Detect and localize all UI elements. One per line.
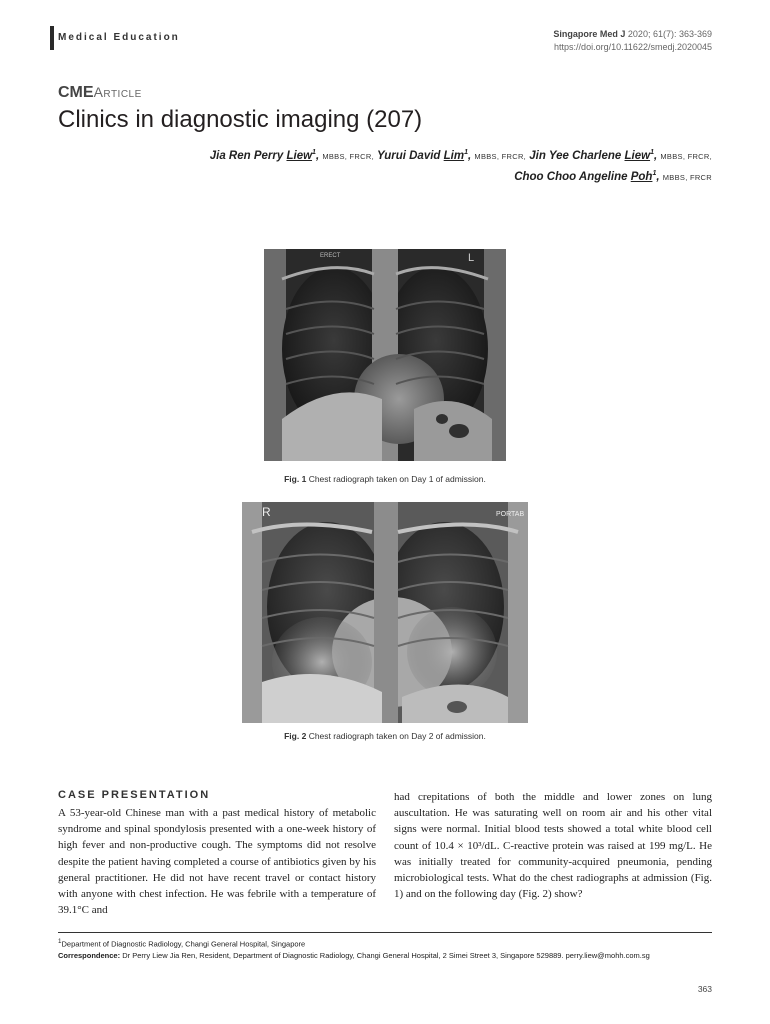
figure-caption <box>0 474 770 484</box>
radiograph-marker-left: L <box>468 252 475 264</box>
author: Yurui David Lim$^1$, MBBS, FRCR, <box>376 149 527 162</box>
chest-radiograph-day2 <box>242 502 528 723</box>
figure-caption-text: Chest radiograph taken on Day 2 of admission. <box>308 731 486 741</box>
doi-link[interactable]: https://doi.org/10.11622/smedj.2020045 <box>554 42 712 52</box>
author-list <box>92 144 712 186</box>
author: Jia Ren Perry Liew$^1$, MBBS, FRCR, <box>209 149 374 162</box>
chest-radiograph-day1 <box>264 249 506 461</box>
page-number: 363 <box>697 984 712 994</box>
radiograph-marker-right: R <box>262 505 271 519</box>
section-label: Medical Education <box>58 32 180 43</box>
correspondence <box>58 951 718 960</box>
journal-citation: 2020; 61(7): 363-369 <box>627 29 712 39</box>
correspondence-text: Dr Perry Liew Jia Ren, Resident, Department of Diagnostic Radiology, Changi General Hospital, 2 Simei Street 3, Singapore 529889. perry.liew@mohh.com.sg <box>122 951 650 960</box>
section-marker-bar <box>50 26 54 50</box>
radiograph-marker-erect: ERECT <box>320 253 341 259</box>
journal-info <box>553 28 712 54</box>
article-title: Clinics in diagnostic imaging (207) <box>58 106 423 133</box>
article-type <box>58 84 142 102</box>
journal-name: Singapore Med J <box>553 29 626 39</box>
author: Choo Choo Angeline Poh$^1$, MBBS, FRCR <box>514 169 712 183</box>
figure-caption <box>0 731 770 741</box>
footer-divider <box>58 932 712 933</box>
figure-label: Fig. 2 <box>284 731 307 741</box>
radiograph-marker-portable: PORTAB <box>496 511 525 518</box>
correspondence-label: Correspondence: <box>58 951 121 960</box>
body-text-column-1: A 53-year-old Chinese man with a past medical history of metabolic syndrome and spinal spondylosis presented with a one-week history of high fever and non-productive cough. The symptoms did not resolve despite the patient having completed a course of antibiotics given by his general practitioner. He did not have recent travel or contact history with anyone with chest infection. He was febrile with a temperature of 39.1°C and <box>58 807 376 917</box>
figure-label: Fig. 1 <box>284 474 307 484</box>
figure-caption-text: Chest radiograph taken on Day 1 of admission. <box>308 474 486 484</box>
author: Jin Yee Charlene Liew$^1$, MBBS, FRCR, <box>529 149 712 162</box>
article-type-rest: Article <box>93 84 142 100</box>
affiliation: $^1$Department of Diagnostic Radiology, Changi General Hospital, Singapore <box>58 938 306 949</box>
body-text-column-2: had crepitations of both the middle and lower zones on lung auscultation. He was saturating well on room air and his other vital signs were normal. Initial blood tests showed a total white blood cell count of 10.4 × 10³/dL. C-reactive protein was raised at 199 mg/L. He was initially treated for community-acquired pneumonia, pending microbiological tests. What do the chest radiographs at admission (Fig. 1) and on the following day (Fig. 2) show? <box>394 791 712 901</box>
article-type-bold: CME <box>58 84 94 101</box>
section-heading: CASE PRESENTATION <box>58 789 211 801</box>
